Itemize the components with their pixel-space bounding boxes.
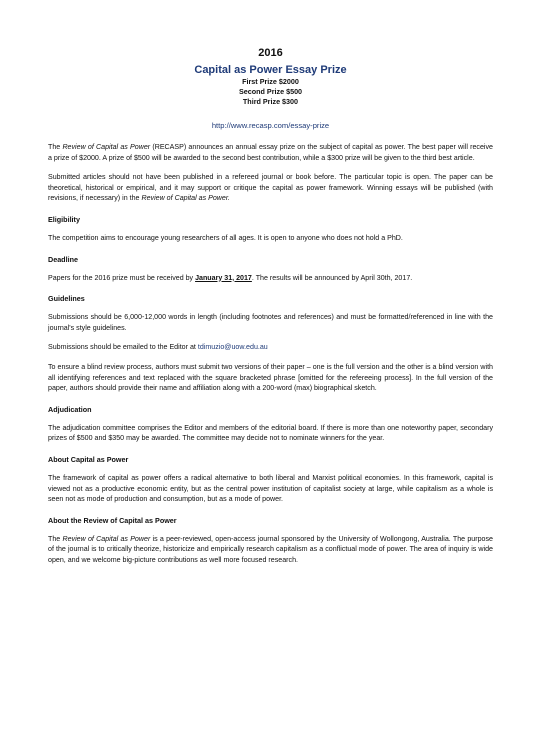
intro-p2-before: Submitted articles should not have been published in a refereed journal or book before. The particular topic is open. The paper can be theoretical, historical or empirical, and it may support or critique the capital as power framework. Winning essays will be published (with revisions, if necessary) in the xyxy=(48,173,493,203)
deadline-date: January 31, 2017 xyxy=(195,273,252,282)
document-page xyxy=(0,46,541,746)
second-prize: Second Prize $500 xyxy=(238,87,303,96)
intro-p1-journal: Review of Capital as Power xyxy=(62,143,151,151)
deadline-before: Papers for the 2016 prize must be received by xyxy=(48,273,196,282)
about-capital-text: The framework of capital as power offers a radical alternative to both liberal and Marxist political economies. In this framework, capital is viewed not as a productive economic entity, but as the central power institution of capitalist society at large, while capitalism as a whole is seen not as mode of production and consumption, but as a mode of power. xyxy=(48,473,493,504)
intro-paragraph-2 xyxy=(48,172,493,204)
eligibility-heading: Eligibility xyxy=(48,214,80,224)
about-review-journal: Review of Capital as Power xyxy=(62,534,151,543)
guidelines-paragraph-2 xyxy=(48,342,493,353)
about-review-before: The xyxy=(48,534,63,543)
intro-p1-after: (RECASP) announces an annual essay prize on the subject of capital as power. The best paper will receive a prize of $2000. A prize of $500 will be awarded to the second best contribution, while a $300 prize will be given to the third best article. xyxy=(48,143,493,162)
guidelines-paragraph-1: Submissions should be 6,000-12,000 words in length (including footnotes and references) and must be formatted/referenced in line with the journal's style guidelines. xyxy=(48,313,493,332)
editor-email-link[interactable]: tdimuzio@uow.edu.au xyxy=(197,343,268,352)
first-prize: First Prize $2000 xyxy=(242,77,299,86)
adjudication-heading: Adjudication xyxy=(48,404,92,414)
eligibility-text: The competition aims to encourage young researchers of all ages. It is open to anyone who does not hold a PhD. xyxy=(48,233,403,242)
guidelines-heading: Guidelines xyxy=(48,294,85,304)
about-review-after: is a peer-reviewed, open-access journal sponsored by the University of Wollongong, Australia. The purpose of the journal is to critically theorize, historicize and empirically research capitalism as a conflictual mode of power. The area of inquiry is wide open, and we welcome big-picture contributions as well more focused research. xyxy=(48,534,493,564)
prize-url-link[interactable]: http://www.recasp.com/essay-prize xyxy=(211,121,330,130)
guidelines-paragraph-3: To ensure a blind review process, authors must submit two versions of their paper – one is the full version and the other is a blind version with all identifying references and text replaced with the square bracketed phrase [omitted for the refereeing process]. In the full version of the paper, authors should provide their name and affiliation along with a 200-word (max) biographical sketch. xyxy=(48,362,493,393)
intro-paragraph-1 xyxy=(48,142,493,163)
guidelines-p2-before: Submissions should be emailed to the Editor at xyxy=(48,343,198,352)
document-year: 2016 xyxy=(258,47,283,59)
intro-p1-before: The xyxy=(48,143,63,151)
document-title: Capital as Power Essay Prize xyxy=(194,64,347,76)
deadline-after: . The results will be announced by April 30th, 2017. xyxy=(251,273,413,282)
document-header xyxy=(48,46,493,131)
deadline-text xyxy=(48,273,493,284)
about-review-text xyxy=(48,534,493,566)
deadline-heading: Deadline xyxy=(48,254,78,264)
about-review-heading: About the Review of Capital as Power xyxy=(48,515,177,525)
third-prize: Third Prize $300 xyxy=(242,97,299,106)
about-capital-heading: About Capital as Power xyxy=(48,454,129,464)
intro-p2-journal: Review of Capital as Power. xyxy=(141,194,230,203)
adjudication-text: The adjudication committee comprises the Editor and members of the editorial board. If there is more than one noteworthy paper, secondary prizes of $500 and $350 may be awarded. The committee may decide not to nominate winners for the year. xyxy=(48,423,493,443)
